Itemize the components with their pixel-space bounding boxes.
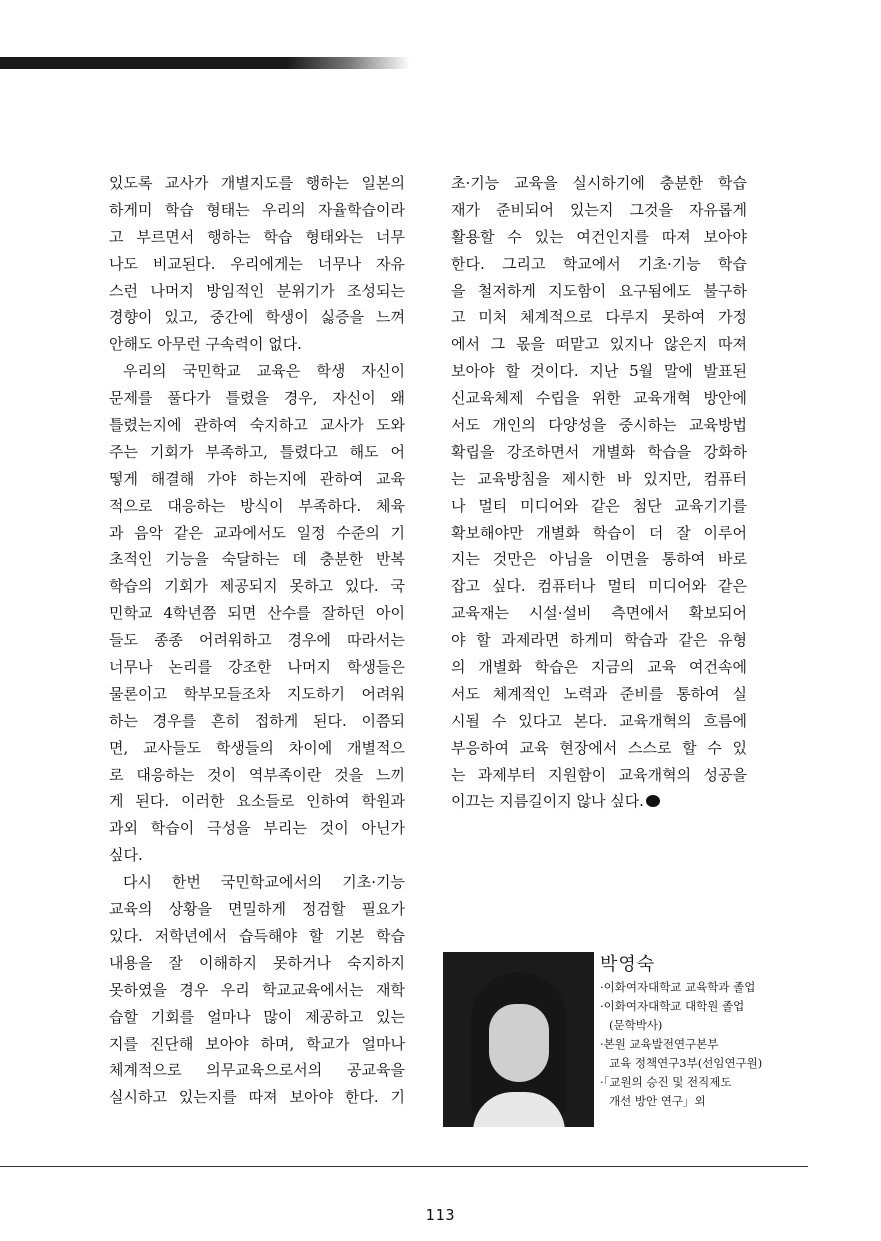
text-line: 주는 기회가 부족하고, 틀렸다고 해도 어: [109, 442, 405, 461]
text-line: 떻게 해결해 가야 하는지에 관하여 교육: [109, 469, 405, 488]
text-line: 하게미 학습 형태는 우리의 자율학습이라: [109, 200, 405, 219]
text-line: 는 교육방침을 제시한 바 있지만, 컴퓨터: [451, 469, 747, 488]
text-line: 초적인 기능을 숙달하는 데 충분한 반복: [109, 550, 405, 569]
text-line: 스런 나머지 방임적인 분위기가 조성되는: [109, 281, 405, 300]
text-line: 초·기능 교육을 실시하기에 충분한 학습: [451, 174, 747, 192]
bio-line: ·이화여자대학교 대학원 졸업: [600, 999, 745, 1013]
footer-rule: [0, 1166, 808, 1167]
text-line: 습할 기회를 얼마나 많이 제공하고 있는: [109, 1007, 405, 1026]
text-line: 고 미처 체계적으로 다루지 못하여 가정: [451, 308, 747, 327]
text-line: 나도 비교된다. 우리에게는 너무나 자유: [109, 254, 405, 273]
text-line: 학습의 기회가 제공되지 못하고 있다. 국: [109, 577, 405, 596]
text-line: 로 대응하는 것이 역부족이란 것을 느끼: [109, 765, 405, 784]
text-line: 한다. 그리고 학교에서 기초·기능 학습: [451, 254, 747, 273]
text-line: 확보해야만 개별화 학습이 더 잘 이루어: [451, 523, 747, 542]
author-photo: [443, 952, 594, 1127]
text-line: 안해도 아무런 구속력이 없다.: [109, 335, 302, 354]
text-line: 물론이고 학부모들조차 지도하기 어려워: [109, 684, 405, 703]
header-rule: [0, 57, 410, 69]
text-line: 잡고 싶다. 컴퓨터나 멀티 미디어와 같은: [451, 577, 747, 596]
bio-line: (문학박사): [609, 1018, 663, 1032]
text-line: 못하였을 경우 우리 학교교육에서는 재학: [109, 980, 405, 999]
text-line: 있도록 교사가 개별지도를 행하는 일본의: [109, 174, 405, 192]
text-line: 서도 체계적인 노력과 준비를 통하여 실: [451, 684, 747, 703]
bio-line: 개선 방안 연구」외: [609, 1094, 706, 1108]
article-column-right: [451, 170, 747, 815]
text-line: 신교육체제 수립을 위한 교육개혁 방안에: [451, 389, 747, 408]
text-line: 는 과제부터 지원함이 교육개혁의 성공을: [451, 765, 747, 784]
text-line: 과 음악 같은 교과에서도 일정 수준의 기: [109, 523, 405, 542]
text-line: 실시하고 있는지를 따져 보아야 한다. 기: [109, 1088, 405, 1107]
bio-line: ·이화여자대학교 교육학과 졸업: [600, 980, 756, 994]
text-line: 지는 것만은 아님을 이면을 통하여 바로: [451, 550, 747, 569]
text-line: 하는 경우를 흔히 접하게 된다. 이쯤되: [109, 711, 405, 730]
bio-line: 교육 정책연구3부(선임연구원): [609, 1056, 763, 1070]
text-line: 문제를 풀다가 틀렸을 경우, 자신이 왜: [109, 389, 405, 408]
text-line: 과외 학습이 극성을 부리는 것이 아닌가: [109, 819, 405, 838]
text-line: 나 멀티 미디어와 같은 첨단 교육기기를: [451, 496, 747, 515]
text-line: 교육의 상황을 면밀하게 정검할 필요가: [109, 900, 405, 919]
text-line: 고 부르면서 행하는 학습 형태와는 너무: [109, 227, 405, 246]
text-line: 보아야 할 것이다. 지난 5월 말에 발표된: [451, 362, 747, 381]
text-line: 시될 수 있다고 본다. 교육개혁의 흐름에: [451, 711, 747, 730]
text-line: 야 할 과제라면 하게미 학습과 같은 유형: [451, 631, 747, 650]
text-line: 민학교 4학년쯤 되면 산수를 잘하던 아이: [109, 604, 405, 623]
text-line: 활용할 수 있는 여건인지를 따져 보아야: [451, 227, 747, 246]
text-line: 경향이 있고, 중간에 학생이 싫증을 느껴: [109, 308, 405, 327]
text-line: 틀렸는지에 관하여 숙지하고 교사가 도와: [109, 416, 405, 435]
text-line: 내용을 잘 이해하지 못하거나 숙지하지: [109, 953, 405, 972]
author-bio: [600, 978, 810, 1111]
text-line: 있다. 저학년에서 습득해야 할 기본 학습: [109, 926, 405, 945]
page-number: 113: [425, 1206, 456, 1224]
text-line: 을 철저하게 지도함이 요구됨에도 불구하: [451, 281, 747, 300]
text-line: 게 된다. 이러한 요소들로 인하여 학원과: [109, 792, 405, 811]
bio-line: ·본원 교육발전연구본부: [600, 1037, 719, 1051]
bio-line: ·「교원의 승진 및 전직제도: [600, 1075, 732, 1089]
text-line: 우리의 국민학교 교육은 학생 자신이: [123, 362, 405, 381]
text-line: 서도 개인의 다양성을 중시하는 교육방법: [451, 416, 747, 435]
article-column-left: [109, 170, 405, 1111]
text-line: 의 개별화 학습은 지금의 교육 여건속에: [451, 658, 747, 677]
text-line: 너무나 논리를 강조한 나머지 학생들은: [109, 658, 405, 677]
text-line: 다시 한번 국민학교에서의 기초·기능: [123, 873, 405, 892]
text-line: 들도 종종 어려워하고 경우에 따라서는: [109, 631, 405, 650]
text-line: 재가 준비되어 있는지 그것을 자유롭게: [451, 200, 747, 219]
author-name: 박영숙: [600, 954, 656, 975]
end-mark-icon: [646, 795, 660, 807]
text-line: 지를 진단해 보아야 하며, 학교가 얼마나: [109, 1034, 405, 1053]
text-line: 교육재는 시설·설비 측면에서 확보되어: [451, 604, 747, 623]
text-line: 에서 그 몫을 떠맡고 있지나 않은지 따져: [451, 335, 747, 354]
text-line: 적으로 대응하는 방식이 부족하다. 체육: [109, 496, 405, 515]
text-line: 싶다.: [109, 846, 143, 865]
text-line: 면, 교사들도 학생들의 차이에 개별적으: [109, 738, 405, 757]
text-line: 이끄는 지름길이지 않나 싶다.: [451, 788, 747, 815]
text-line: 부응하여 교육 현장에서 스스로 할 수 있: [451, 738, 747, 757]
text-line: 확립을 강조하면서 개별화 학습을 강화하: [451, 442, 747, 461]
author-photo-face: [489, 1004, 549, 1082]
text-line: 체계적으로 의무교육으로서의 공교육을: [109, 1061, 405, 1080]
